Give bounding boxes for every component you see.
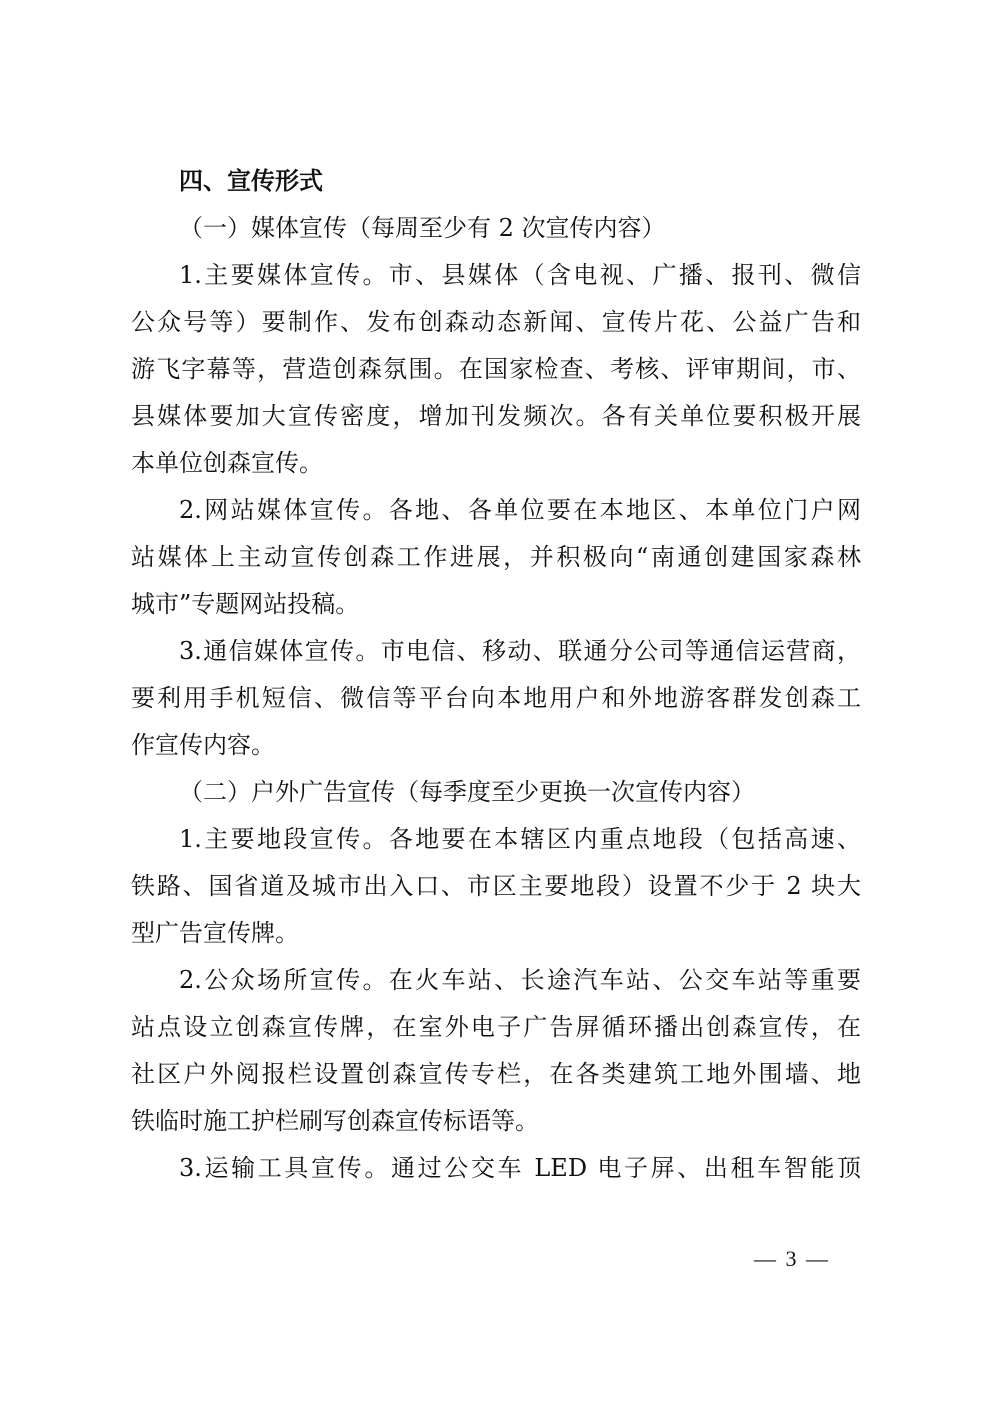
paragraph-telecom-media	[131, 628, 861, 769]
paragraph-main-media	[131, 252, 861, 487]
subsection-title-outdoor: （二）户外广告宣传（每季度至少更换一次宣传内容）	[179, 778, 755, 806]
paragraph-website-media	[131, 487, 861, 628]
paragraph-line: 铁临时施工护栏刷写创森宣传标语等。	[131, 1107, 539, 1135]
paragraph-line: 社区户外阅报栏设置创森宣传专栏，在各类建筑工地外围墙、地	[131, 1060, 861, 1088]
paragraph-line: 公众号等）要制作、发布创森动态新闻、宣传片花、公益广告和	[131, 308, 861, 336]
paragraph-line: 1.主要地段宣传。各地要在本辖区内重点地段（包括高速、	[179, 825, 861, 853]
paragraph-line: 2.网站媒体宣传。各地、各单位要在本地区、本单位门户网	[179, 496, 861, 524]
paragraph-public-places	[131, 957, 861, 1145]
paragraph-line: 型广告宣传牌。	[131, 919, 299, 947]
paragraph-line: 县媒体要加大宣传密度，增加刊发频次。各有关单位要积极开展	[131, 402, 861, 430]
paragraph-transport	[131, 1145, 861, 1192]
subsection-title-media: （一）媒体宣传（每周至少有 2 次宣传内容）	[179, 214, 666, 242]
paragraph-line: 站点设立创森宣传牌，在室外电子广告屏循环播出创森宣传，在	[131, 1013, 861, 1041]
paragraph-line: 要利用手机短信、微信等平台向本地用户和外地游客群发创森工	[131, 684, 861, 712]
paragraph-line: 2.公众场所宣传。在火车站、长途汽车站、公交车站等重要	[179, 966, 861, 994]
paragraph-line: 游飞字幕等，营造创森氛围。在国家检查、考核、评审期间，市、	[131, 355, 861, 383]
paragraph-line: 3.通信媒体宣传。市电信、移动、联通分公司等通信运营商，	[179, 637, 861, 665]
paragraph-line: 本单位创森宣传。	[131, 449, 323, 477]
paragraph-line: 1.主要媒体宣传。市、县媒体（含电视、广播、报刊、微信	[179, 261, 861, 289]
paragraph-line: 城市”专题网站投稿。	[131, 590, 360, 618]
paragraph-key-locations	[131, 816, 861, 957]
document-body	[131, 158, 861, 1192]
section-heading: 四、宣传形式	[179, 167, 323, 195]
paragraph-line: 作宣传内容。	[131, 731, 275, 759]
paragraph-line: 铁路、国省道及城市出入口、市区主要地段）设置不少于 2 块大	[131, 872, 861, 900]
page-number: — 3 —	[754, 1246, 830, 1271]
paragraph-line: 站媒体上主动宣传创森工作进展，并积极向“南通创建国家森林	[131, 543, 861, 571]
paragraph-line: 3.运输工具宣传。通过公交车 LED 电子屏、出租车智能顶	[179, 1154, 861, 1182]
